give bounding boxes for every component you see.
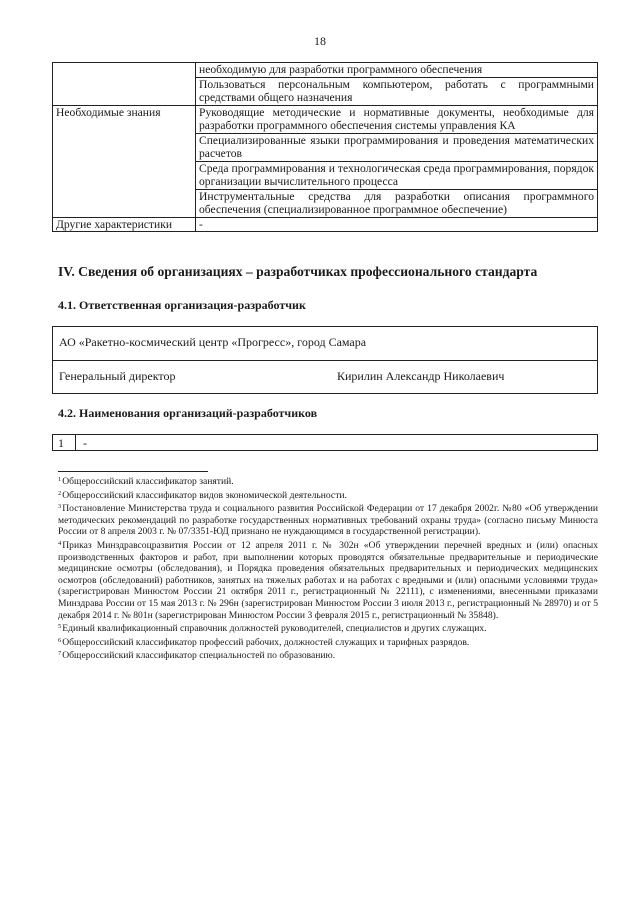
footnote-mark: 7 bbox=[58, 650, 62, 658]
table-row-label: Другие характеристики bbox=[53, 217, 196, 232]
table-row-label bbox=[53, 63, 196, 106]
section-title: IV. Сведения об организациях – разработчиках профессионального стандарта bbox=[58, 264, 538, 279]
footnote-mark: 5 bbox=[58, 623, 62, 631]
table-cell: Среда программирования и технологическая среда программирования, порядок организации вычислительного процесса bbox=[196, 161, 598, 189]
developer-name: - bbox=[83, 436, 87, 450]
footnote-mark: 2 bbox=[58, 489, 62, 497]
developers-table-row bbox=[52, 434, 598, 451]
footnote-rule bbox=[58, 471, 208, 472]
footnote-mark: 1 bbox=[58, 476, 62, 483]
table-row-label: Необходимые знания bbox=[53, 105, 196, 217]
footnote bbox=[58, 474, 598, 488]
table-row bbox=[53, 105, 598, 133]
org-name: АО «Ракетно-космический центр «Прогресс», город Самара bbox=[59, 335, 367, 349]
footnote-mark: 3 bbox=[58, 503, 62, 511]
footnote-text: Приказ Минздравсоцразвития России от 12 апреля 2011 г. № 302н «Об утверждении перечней вредных и (или) опасных производственных факторов и работ, при выполнении которых проводятся обязательные предварительные и периодические медицинские осмотры (обследования), и Порядка проведения обязательных предварительных и периодических медицинских осмотров (обследований) работников, занятых на тяжелых работах и на работах с вредными и (или) опасными условиями труда» (зарегистрирован Минюстом России 21 октября 2011 г., регистрационный № 22111), с изменениями, внесенными приказами Минздрава России от 15 мая 2013 г. № 296н (зарегистрирован Минюстом России 3 июля 2013 г., регистрационный № 28970) и от 5 декабря 2014 г. № 801н (зарегистрирован Минюстом России 3 февраля 2015 г., регистрационный № 35848). bbox=[58, 539, 598, 621]
page-number: 18 bbox=[314, 34, 326, 48]
table-cell: Инструментальные средства для разработки описания программного обеспечения (специализированное программное обеспечение) bbox=[196, 189, 598, 217]
footnote bbox=[58, 501, 598, 538]
table-cell: необходимую для разработки программного обеспечения bbox=[196, 63, 598, 78]
footnote-mark: 6 bbox=[58, 636, 62, 644]
footnote-text: Общероссийский классификатор видов экономической деятельности. bbox=[62, 489, 347, 501]
footnote bbox=[58, 488, 598, 502]
footnote bbox=[58, 648, 598, 662]
row-number: 1 bbox=[58, 436, 64, 450]
responsible-org-table bbox=[52, 326, 598, 394]
footnotes bbox=[58, 474, 598, 662]
table-row bbox=[53, 63, 598, 78]
table-cell: Руководящие методические и нормативные документы, необходимые для разработки программного обеспечения системы управления КА bbox=[196, 105, 598, 133]
requirements-table bbox=[52, 62, 598, 232]
developers-heading: 4.2. Наименования организаций-разработчиков bbox=[58, 406, 318, 420]
director-name: Кирилин Александр Николаевич bbox=[337, 369, 505, 383]
table-cell: Пользоваться персональным компьютером, работать с программными средствами общего назначения bbox=[196, 77, 598, 105]
footnote-text: Общероссийский классификатор занятий. bbox=[62, 476, 234, 487]
footnote-text: Единый квалификационный справочник должностей руководителей, специалистов и других служащих. bbox=[62, 623, 487, 635]
footnote-text: Постановление Министерства труда и социального развития Российской Федерации от 17 декабря 2002г. №80 «Об утверждении методических рекомендаций по разработке государственных нормативных требований охраны труда» (согласно письму Минюста России от 8 апреля 2003 г. № 07/3351-ЮД признано не нуждающимся в государственной регистрации). bbox=[58, 503, 598, 538]
footnote-mark: 4 bbox=[58, 539, 62, 547]
director-position: Генеральный директор bbox=[59, 369, 176, 383]
table-cell: - bbox=[196, 217, 598, 232]
footnote bbox=[58, 635, 598, 649]
footnote bbox=[58, 621, 598, 635]
divider bbox=[53, 360, 597, 361]
footnote-text: Общероссийский классификатор специальностей по образованию. bbox=[62, 650, 336, 662]
table-cell: Специализированные языки программирования и проведения математических расчетов bbox=[196, 133, 598, 161]
responsible-org-heading: 4.1. Ответственная организация-разработчик bbox=[58, 298, 306, 312]
footnote bbox=[58, 538, 598, 621]
footnote-text: Общероссийский классификатор профессий рабочих, должностей служащих и тарифных разрядов. bbox=[62, 636, 470, 648]
table-row bbox=[53, 217, 598, 232]
divider bbox=[75, 435, 76, 450]
